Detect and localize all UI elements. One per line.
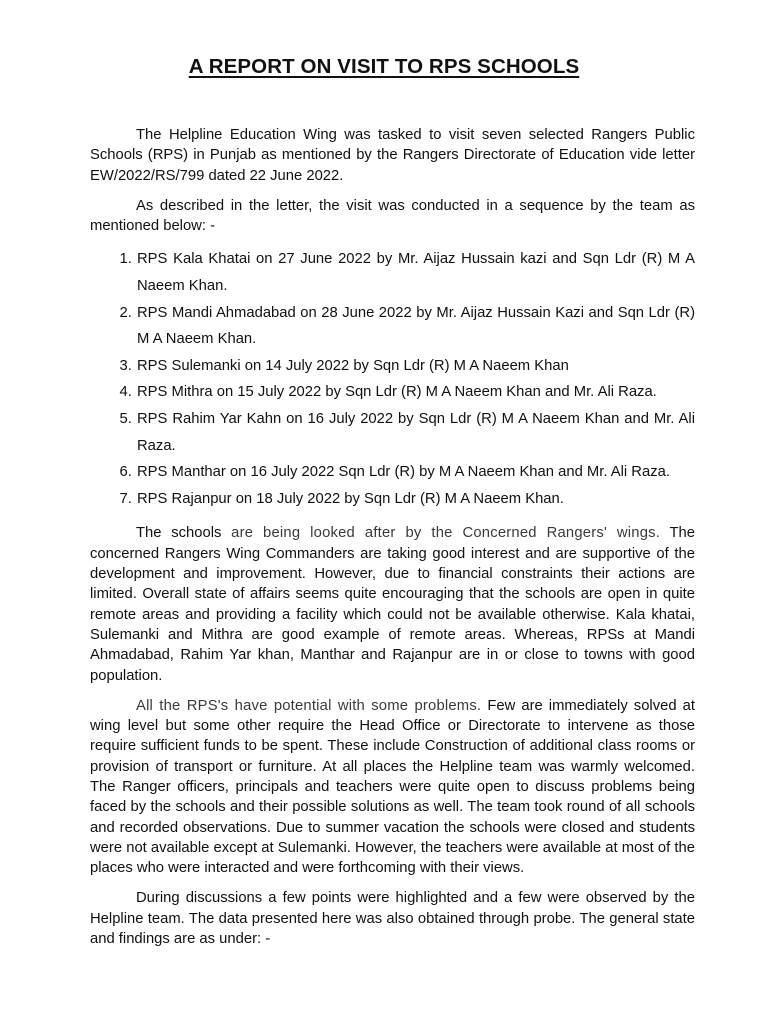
visit-item: 6. RPS Manthar on 16 July 2022 Sqn Ldr (R) by M A Naeem Khan and Mr. Ali Raza. xyxy=(136,459,695,486)
visit-item: 2. RPS Mandi Ahmadabad on 28 June 2022 by Mr. Aijaz Hussain Kazi and Sqn Ldr (R) M A Naeem Khan. xyxy=(136,300,695,353)
visit-item: 7. RPS Rajanpur on 18 July 2022 by Sqn Ldr (R) M A Naeem Khan. xyxy=(136,486,695,513)
potential-paragraph xyxy=(90,696,695,879)
visit-item: 3. RPS Sulemanki on 14 July 2022 by Sqn Ldr (R) M A Naeem Khan xyxy=(136,353,695,380)
visit-list xyxy=(90,246,695,512)
potential-paragraph-rest: Few are immediately solved at wing level but some other require the Head Office or Directorate to intervene as those require sufficient funds to be spent. These include Construction of additional class rooms or provision of transport or furniture. At all places the Helpline team was warmly welcomed. The Ranger officers, principals and teachers were quite open to discuss problems being faced by the schools and their possible solutions as well. The team took round of all schools and recorded observations. Due to summer vacation the schools were closed and students were not available except at Sulemanki. However, the teachers were available at most of the places who were interacted and were forthcoming with their views. xyxy=(90,697,695,877)
visit-item: 1. RPS Kala Khatai on 27 June 2022 by Mr. Aijaz Hussain kazi and Sqn Ldr (R) M A Naeem Khan. xyxy=(136,246,695,299)
report-body xyxy=(90,125,695,959)
potential-paragraph-lead: All the RPS's have potential with some problems. xyxy=(136,697,482,714)
page-title: A REPORT ON VISIT TO RPS SCHOOLS xyxy=(188,55,580,78)
visit-item: 5. RPS Rahim Yar Kahn on 16 July 2022 by Sqn Ldr (R) M A Naeem Khan and Mr. Ali Raza. xyxy=(136,406,695,459)
intro-paragraph: The Helpline Education Wing was tasked to visit seven selected Rangers Public Schools (RPS) in Punjab as mentioned by the Rangers Directorate of Education vide letter EW/2022/RS/799 dated 22 June 2022. xyxy=(90,127,695,184)
schools-paragraph xyxy=(90,523,695,685)
schools-paragraph-lead: The schools xyxy=(136,525,222,542)
sequence-paragraph: As described in the letter, the visit was conducted in a sequence by the team as mentioned below: - xyxy=(90,197,695,235)
schools-paragraph-rest: The concerned Rangers Wing Commanders are taking good interest and are supportive of the development and improvement. However, due to financial constraints their actions are limited. Overall state of affairs seems quite encouraging that the schools are open in quite remote areas and providing a facility which could not be available otherwise. Kala khatai, Sulemanki and Mithra are good example of remote areas. Whereas, RPSs at Mandi Ahmadabad, Rahim Yar khan, Manthar and Rajanpur are in or close to towns with good population. xyxy=(90,525,696,684)
findings-paragraph: During discussions a few points were highlighted and a few were observed by the Helpline team. The data presented here was also obtained through probe. The general state and findings are as under: - xyxy=(90,890,695,948)
schools-paragraph-highlight: are being looked after by the Concerned Rangers' wings. xyxy=(231,525,661,542)
visit-item: 4. RPS Mithra on 15 July 2022 by Sqn Ldr (R) M A Naeem Khan and Mr. Ali Raza. xyxy=(136,379,695,406)
